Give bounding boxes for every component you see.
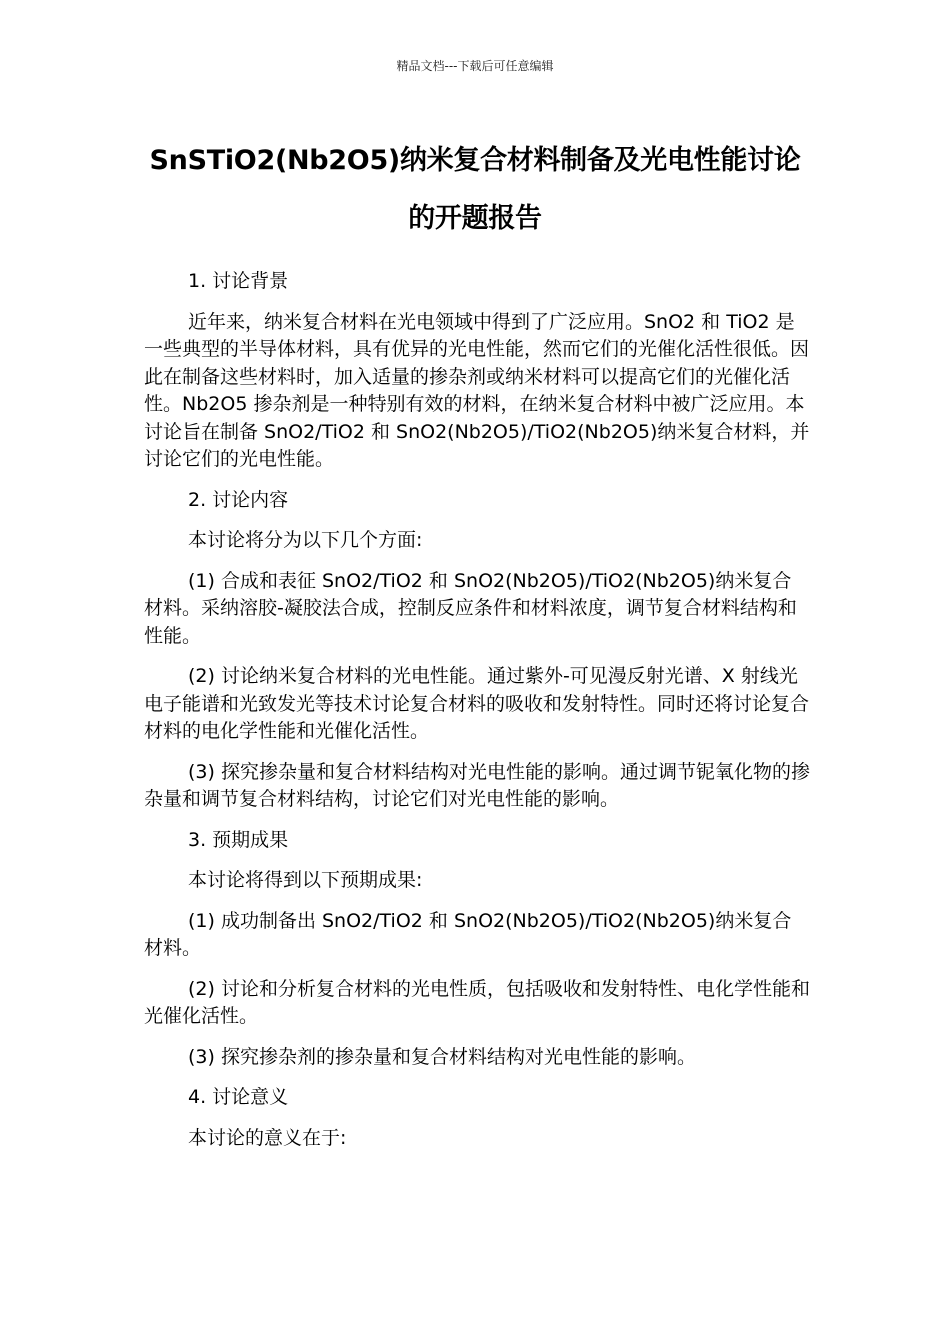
title-line-1: SnSTiO2(Nb2O5)纳米复合材料制备及光电性能讨论 xyxy=(149,145,801,176)
section-heading-background: 1. 讨论背景 xyxy=(188,270,289,292)
section-heading-significance: 4. 讨论意义 xyxy=(188,1086,289,1108)
paragraph-significance-intro: 本讨论的意义在于: xyxy=(188,1126,347,1149)
paragraph-content-item-3: (3) 探究掺杂量和复合材料结构对光电性能的影响。通过调节铌氧化物的掺杂量和调节复合材料结构，讨论它们对光电性能的影响。 xyxy=(144,760,810,810)
document-title xyxy=(120,132,830,248)
paragraph-results-item-1: (1) 成功制备出 SnO2/TiO2 和 SnO2(Nb2O5)/TiO2(Nb2O5)纳米复合材料。 xyxy=(144,909,792,959)
paragraph-results-intro: 本讨论将得到以下预期成果: xyxy=(188,869,423,891)
paragraph-content-item-1: (1) 合成和表征 SnO2/TiO2 和 SnO2(Nb2O5)/TiO2(Nb2O5)纳米复合材料。采纳溶胶-凝胶法合成，控制反应条件和材料浓度，调节复合材料结构和性能。 xyxy=(144,569,797,647)
paragraph-content-intro: 本讨论将分为以下几个方面: xyxy=(188,529,423,551)
title-line-2: 的开题报告 xyxy=(408,203,542,234)
section-heading-expected-results: 3. 预期成果 xyxy=(188,828,289,851)
header-note: 精品文档---下载后可任意编辑 xyxy=(396,59,554,73)
document-body xyxy=(144,268,810,1165)
paragraph-results-item-2: (2) 讨论和分析复合材料的光电性质，包括吸收和发射特性、电化学性能和光催化活性。 xyxy=(144,977,810,1027)
section-heading-content: 2. 讨论内容 xyxy=(188,488,289,511)
paragraph-background: 近年来，纳米复合材料在光电领域中得到了广泛应用。SnO2 和 TiO2 是一些典型的半导体材料，具有优异的光电性能，然而它们的光催化活性很低。因此在制备这些材料时，加入适量的掺杂剂或纳米材料可以提高它们的光催化活性。Nb2O5 掺杂剂是一种特别有效的材料，在纳米复合材料中被广泛应用。本讨论旨在制备 SnO2/TiO2 和 SnO2(Nb2O5)/TiO2(Nb2O5)纳米复合材料，并讨论它们的光电性能。 xyxy=(144,310,810,470)
paragraph-content-item-2: (2) 讨论纳米复合材料的光电性能。通过紫外-可见漫反射光谱、X 射线光电子能谱和光致发光等技术讨论复合材料的吸收和发射特性。同时还将讨论复合材料的电化学性能和光催化活性。 xyxy=(144,665,810,742)
paragraph-results-item-3: (3) 探究掺杂剂的掺杂量和复合材料结构对光电性能的影响。 xyxy=(188,1045,696,1068)
